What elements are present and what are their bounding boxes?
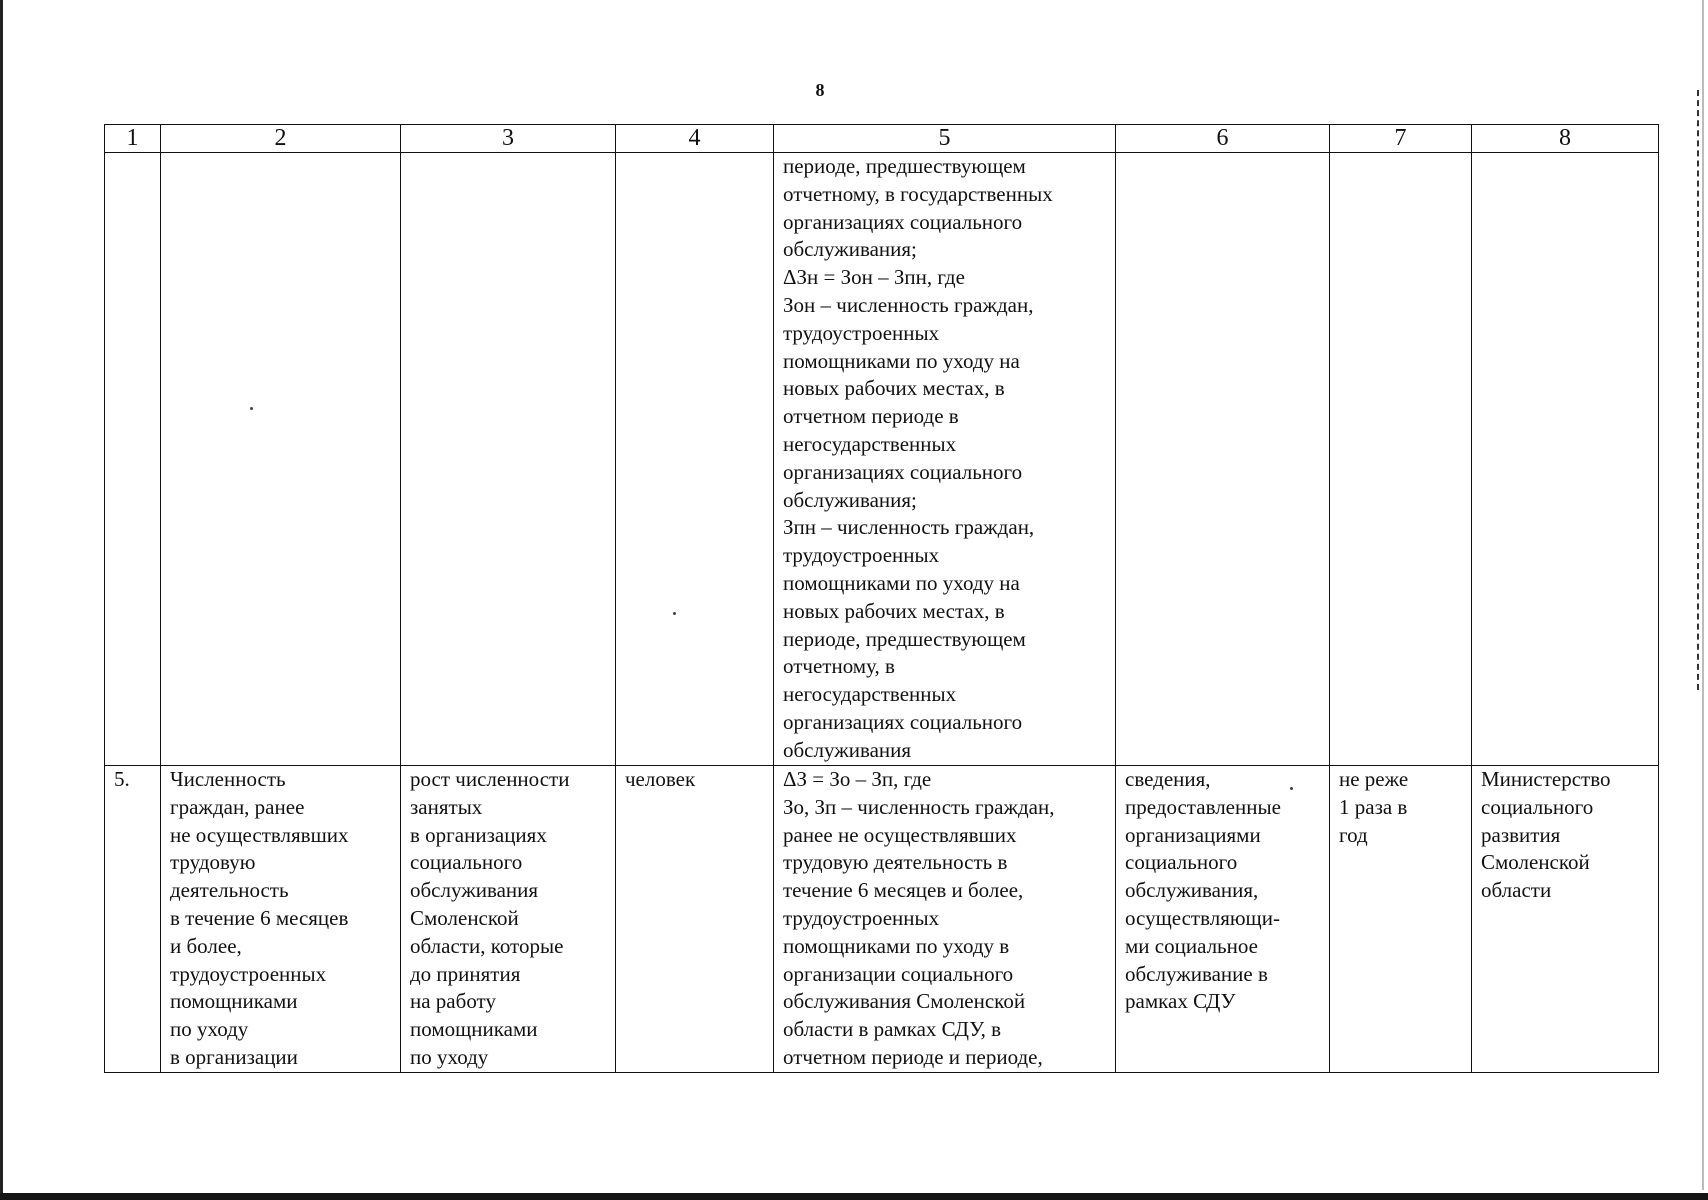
scan-right-marks [1697, 90, 1702, 690]
header-cell-3: 3 [401, 125, 616, 153]
header-cell-6: 6 [1116, 125, 1330, 153]
row5-trend: рост численности занятых в организациях социального обслуживания Смоленской области, которые до принятия на работу помощниками по уходу [401, 766, 616, 1073]
cont-col5-def-p: Зпн – численность граждан, трудоустроенных помощниками по уходу на новых рабочих местах, в периоде, предшествующем отчетному, в негосударственных организациях социального обслуживания [783, 515, 1035, 762]
cont-cell-4 [616, 153, 774, 766]
table-row-5 [105, 766, 1659, 1073]
cont-col5-intro: периоде, предшествующем отчетному, в государственных организациях социального обслуживания; [783, 154, 1053, 262]
row5-unit: человек [616, 766, 774, 1073]
scan-speck [1290, 787, 1293, 790]
scan-speck [250, 407, 253, 410]
cont-col5-def-o: Зон – численность граждан, трудоустроенных помощниками по уходу на новых рабочих местах, в отчетном периоде в негосударственных организациях социального обслуживания; [783, 292, 1034, 512]
header-cell-2: 2 [161, 125, 401, 153]
cont-cell-7 [1330, 153, 1472, 766]
scan-left-edge [0, 0, 3, 1200]
cont-cell-3 [401, 153, 616, 766]
scan-right-edge [1702, 0, 1704, 1190]
row5-calculation [774, 766, 1116, 1073]
cont-cell-8 [1472, 153, 1659, 766]
cont-cell-5 [774, 153, 1116, 766]
header-cell-7: 7 [1330, 125, 1472, 153]
scan-speck [673, 612, 676, 615]
row5-indicator: Численность граждан, ранее не осуществлявших трудовую деятельность в течение 6 месяцев и более, трудоустроенных помощниками по уходу в организации [161, 766, 401, 1073]
header-cell-4: 4 [616, 125, 774, 153]
cont-cell-2 [161, 153, 401, 766]
cont-cell-6 [1116, 153, 1330, 766]
cont-col5-formula [783, 264, 1106, 292]
header-cell-8: 8 [1472, 125, 1659, 153]
indicators-table [104, 124, 1659, 1073]
row5-definition: Зо, Зп – численность граждан, ранее не осуществлявших трудовую деятельность в течение 6 месяцев и более, трудоустроенных помощниками по уходу в организации социального обслуживания Смоленской области в рамках СДУ, в отчетном периоде и периоде, [783, 794, 1055, 1069]
header-cell-5: 5 [774, 125, 1116, 153]
row5-source: сведения, предоставленные организациями социального обслуживания, осуществляющи- ми социальное обслуживание в рамках СДУ [1116, 766, 1330, 1073]
cont-formula-text: ΔЗн = Зон – Зпн, где [783, 265, 965, 290]
row5-formula: ΔЗ = Зо – Зп, где [783, 767, 932, 791]
table-header-row [105, 125, 1659, 153]
scan-bottom-edge [0, 1193, 1708, 1200]
row5-frequency: не реже 1 раза в год [1330, 766, 1472, 1073]
row5-responsible: Министерство социального развития Смоленской области [1472, 766, 1659, 1073]
cont-cell-1 [105, 153, 161, 766]
header-cell-1: 1 [105, 125, 161, 153]
page-number: 8 [815, 80, 825, 100]
row5-number: 5. [105, 766, 161, 1073]
table-row-continuation [105, 153, 1659, 766]
